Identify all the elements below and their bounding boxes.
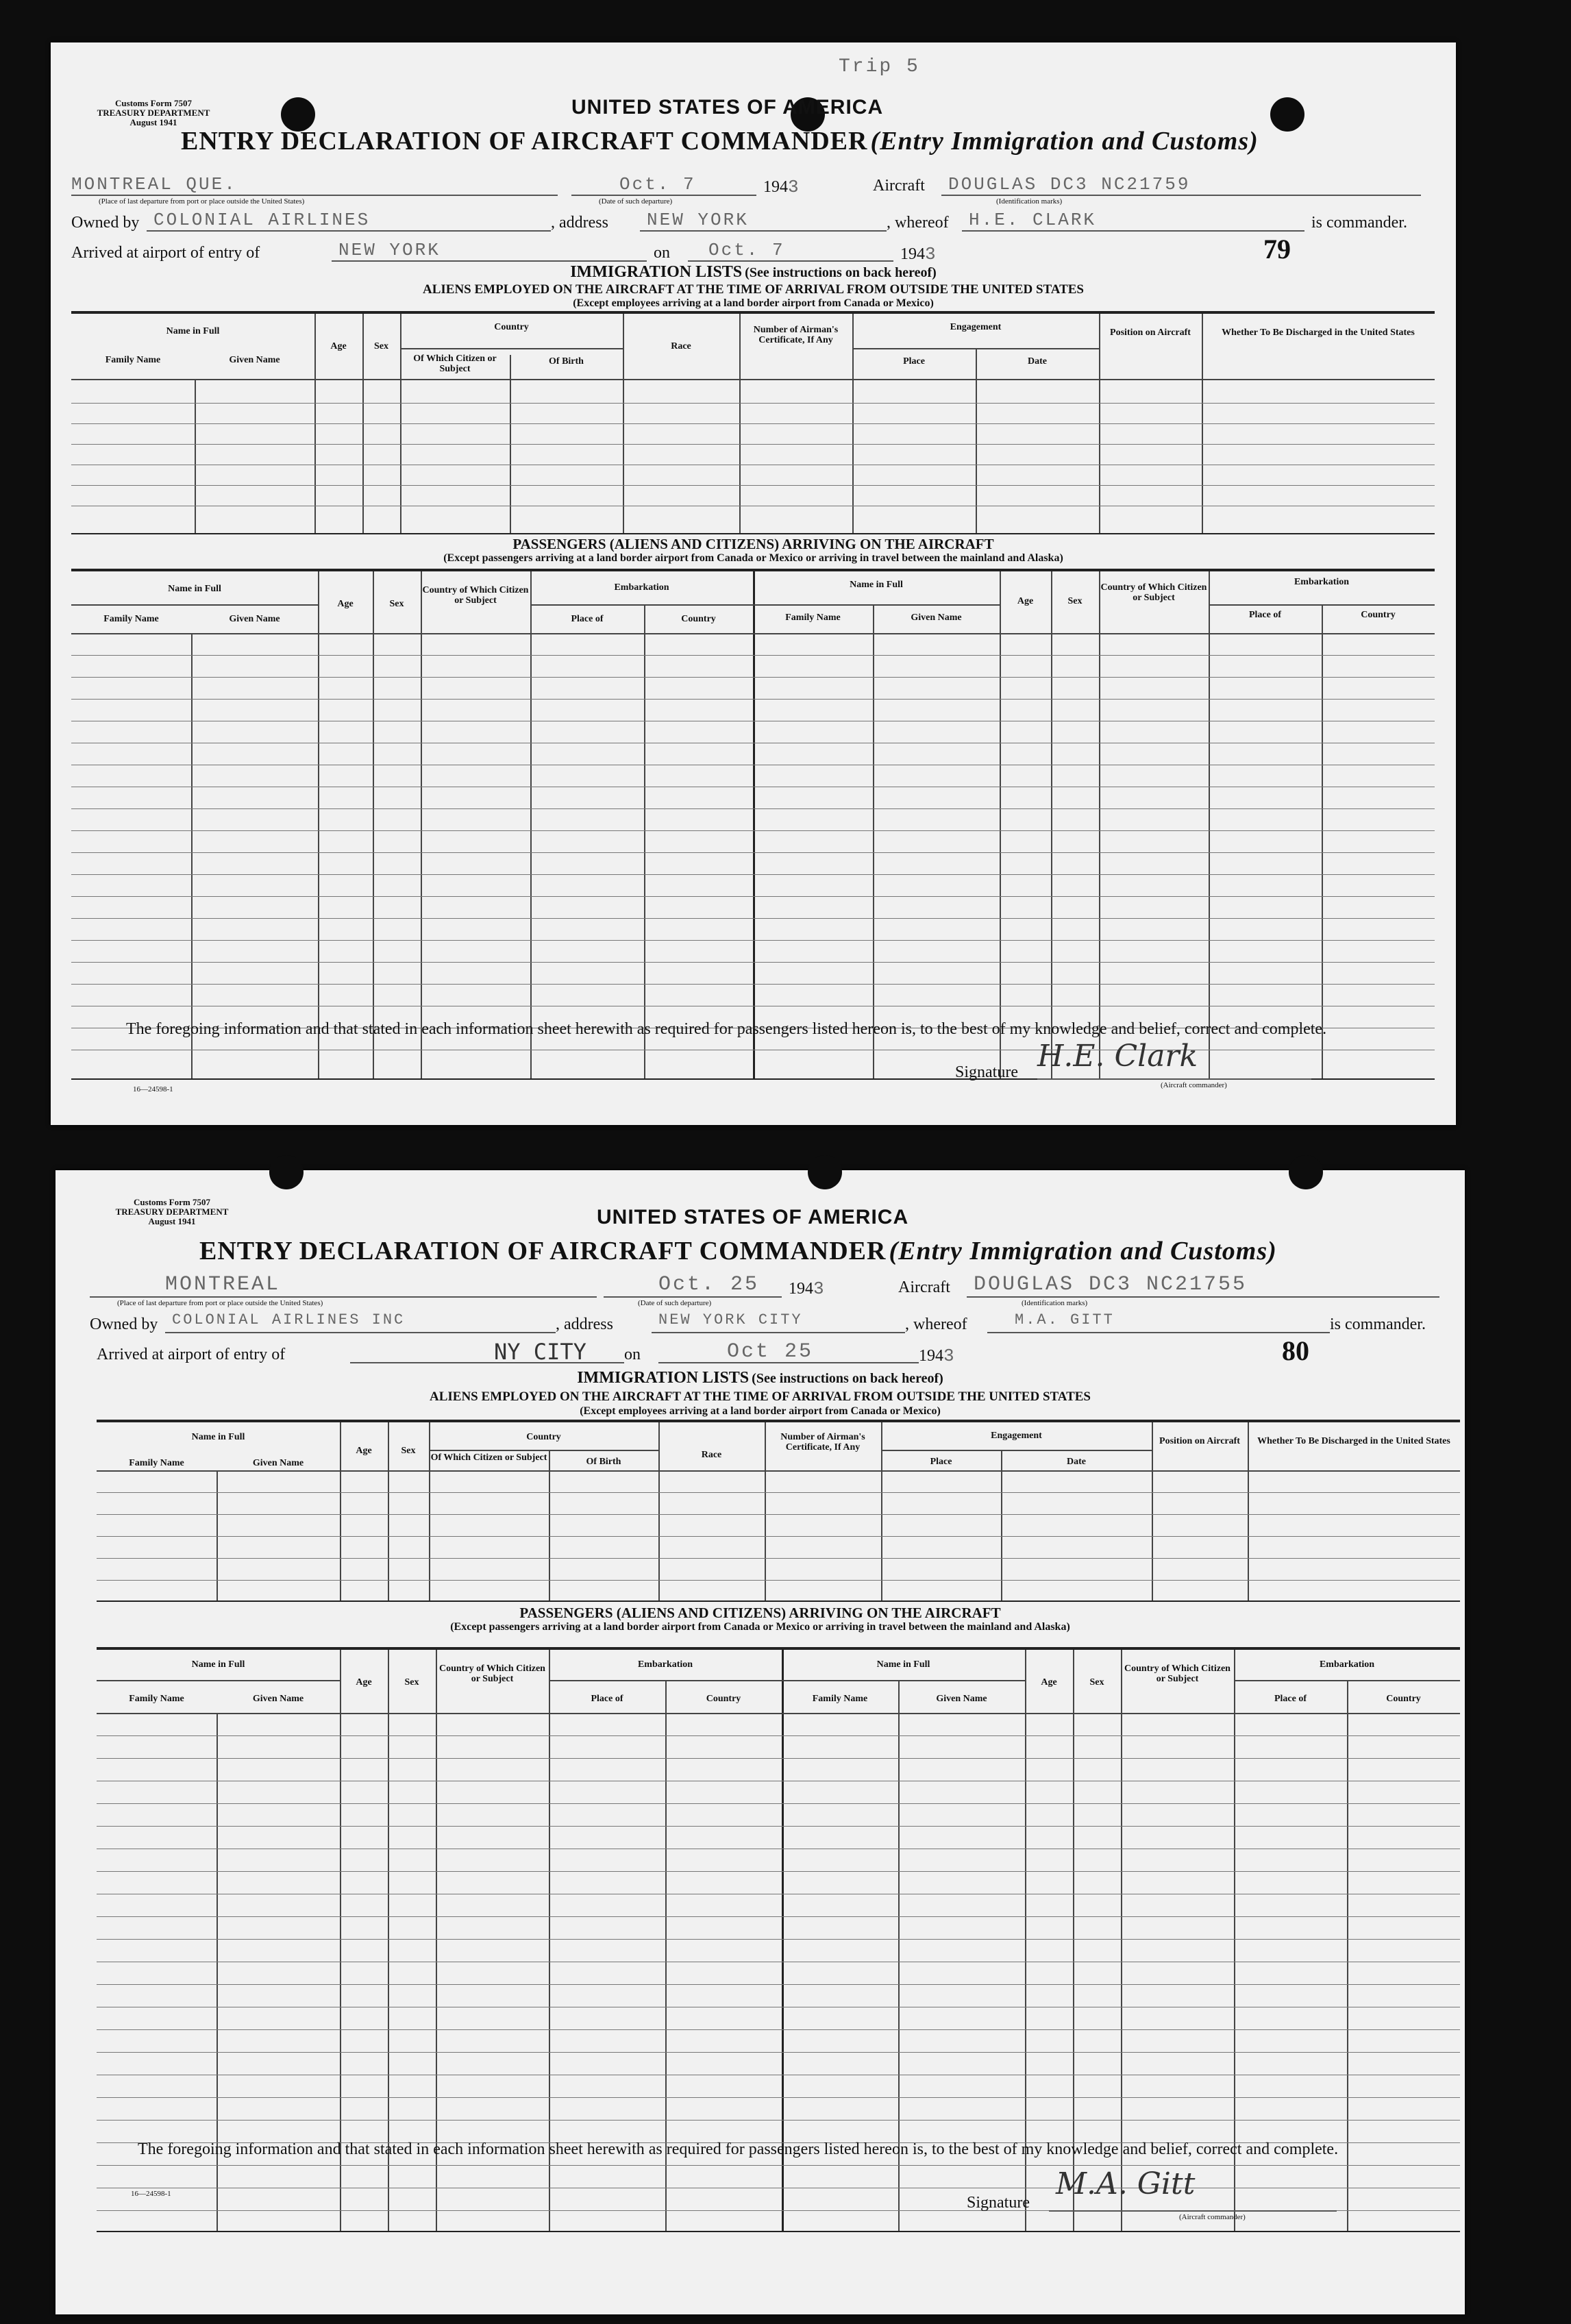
aliens-subtitle: (Except employees arriving at a land border airport from Canada or Mexico): [580, 1405, 941, 1417]
certification-text: The foregoing information and that stated in each information sheet herewith as required for passengers listed hereon is, to the best of my knowledge and belief, correct and complete.: [126, 1020, 1327, 1038]
col-airman-cert: Number of Airman's Certificate, If Any: [780, 1432, 865, 1452]
passengers-subtitle: (Except passengers arriving at a land border airport from Canada or Mexico or arriving in travel between the mainland and Alaska): [443, 552, 1063, 564]
punch-hole: [808, 1155, 842, 1189]
col-discharged: Whether To Be Discharged in the United States: [1257, 1436, 1450, 1446]
owner: COLONIAL AIRLINES: [153, 210, 371, 230]
departure-place: MONTREAL QUE.: [71, 174, 237, 195]
owner-address: NEW YORK: [647, 210, 749, 230]
passengers-title: PASSENGERS (ALIENS AND CITIZENS) ARRIVING ON THE AIRCRAFT: [519, 1605, 1001, 1621]
col-sex-2: Sex: [1089, 1677, 1104, 1688]
arrived-label: Arrived at airport of entry of: [97, 1346, 286, 1363]
department: TREASURY DEPARTMENT: [115, 1207, 229, 1217]
whereof-label: , whereof: [905, 1315, 967, 1333]
year-prefix: 194: [763, 178, 788, 196]
col-name-in-full: Name in Full: [191, 1432, 245, 1442]
col-country-citizen: Country of Which Citizen or Subject: [439, 1664, 545, 1684]
form-title: ENTRY DECLARATION OF AIRCRAFT COMMANDER (Entry Immigration and Customs): [199, 1237, 1277, 1265]
col-embarkation-2: Embarkation: [1319, 1659, 1375, 1670]
arrived-label: Arrived at airport of entry of: [71, 244, 260, 262]
owned-label: Owned by: [90, 1315, 158, 1333]
commander-name: M.A. GITT: [1015, 1311, 1115, 1328]
country-heading: UNITED STATES OF AMERICA: [571, 96, 884, 119]
col-embarkation: Embarkation: [614, 582, 669, 593]
punch-hole: [1289, 1155, 1323, 1189]
signature-caption: (Aircraft commander): [1161, 1081, 1227, 1089]
col-name-in-full-2: Name in Full: [876, 1659, 930, 1670]
col-age-2: Age: [1017, 596, 1034, 606]
col-name-in-full: Name in Full: [166, 326, 220, 336]
col-given-name-2: Given Name: [936, 1694, 987, 1704]
department: TREASURY DEPARTMENT: [97, 108, 210, 118]
col-given-name: Given Name: [252, 1458, 304, 1468]
col-engagement: Engagement: [950, 322, 1002, 332]
col-place-of: Place of: [591, 1694, 623, 1704]
col-discharged: Whether To Be Discharged in the United States: [1222, 327, 1415, 338]
col-embark-country-2: Country: [1361, 610, 1396, 620]
year-suffix: 3: [943, 1346, 956, 1366]
owner-address: NEW YORK CITY: [658, 1311, 803, 1328]
caption-place: (Place of last departure from port or place outside the United States): [117, 1299, 323, 1307]
departure-place: MONTREAL: [165, 1273, 281, 1296]
col-embarkation: Embarkation: [637, 1659, 693, 1670]
corner-note: Trip 5: [839, 56, 920, 77]
page-number: 80: [1282, 1335, 1309, 1366]
col-family-name: Family Name: [129, 1458, 184, 1468]
col-place: Place: [903, 356, 925, 367]
col-position: Position on Aircraft: [1110, 327, 1191, 338]
col-sex-2: Sex: [1067, 596, 1083, 606]
col-embark-country: Country: [706, 1694, 741, 1704]
col-country: Country: [526, 1432, 561, 1442]
immigration-note: (See instructions on back hereof): [752, 1371, 943, 1386]
is-commander-label: is commander.: [1330, 1315, 1426, 1333]
col-family-name: Family Name: [129, 1694, 184, 1704]
departure-date: Oct. 7: [619, 174, 696, 195]
aircraft-id: DOUGLAS DC3 NC21755: [974, 1273, 1248, 1296]
col-of-birth: Of Birth: [586, 1457, 621, 1467]
col-place: Place: [930, 1457, 952, 1467]
col-age-2: Age: [1041, 1677, 1057, 1688]
immigration-note: (See instructions on back hereof): [745, 265, 937, 280]
col-citizen-of: Of Which Citizen or Subject: [430, 1452, 547, 1463]
col-given-name-2: Given Name: [911, 613, 962, 623]
col-sex: Sex: [374, 341, 388, 351]
aliens-title: ALIENS EMPLOYED ON THE AIRCRAFT AT THE TIME OF ARRIVAL FROM OUTSIDE THE UNITED STATES: [429, 1389, 1091, 1404]
immigration-title: IMMIGRATION LISTS: [570, 263, 743, 281]
col-of-birth: Of Birth: [549, 356, 584, 367]
year-prefix: 194: [789, 1280, 813, 1298]
immigration-title: IMMIGRATION LISTS: [577, 1369, 750, 1387]
year-prefix: 194: [919, 1347, 943, 1365]
col-citizen-of: Of Which Citizen or Subject: [413, 354, 497, 374]
on-label: on: [624, 1346, 641, 1363]
col-engagement: Engagement: [991, 1431, 1042, 1441]
commander-signature: M.A. Gitt: [1056, 2166, 1196, 2201]
arrival-date: Oct. 7: [708, 240, 785, 260]
col-name-in-full: Name in Full: [191, 1659, 245, 1670]
aircraft-label: Aircraft: [873, 177, 925, 195]
col-sex: Sex: [389, 599, 404, 609]
col-place-of-2: Place of: [1248, 610, 1282, 620]
page-number: 79: [1263, 234, 1291, 264]
col-place-of: Place of: [571, 614, 604, 624]
col-age: Age: [330, 341, 347, 351]
aircraft-id: DOUGLAS DC3 NC21759: [948, 174, 1191, 195]
punch-hole: [1270, 97, 1304, 132]
aliens-title: ALIENS EMPLOYED ON THE AIRCRAFT AT THE TIME OF ARRIVAL FROM OUTSIDE THE UNITED STATES: [422, 282, 1084, 297]
print-code: 16—24598-1: [133, 1085, 173, 1093]
col-family-name-2: Family Name: [812, 1694, 868, 1704]
col-race: Race: [671, 341, 691, 351]
col-age: Age: [356, 1446, 372, 1456]
printed-date: August 1941: [148, 1216, 196, 1226]
signature-label: Signature: [955, 1063, 1018, 1081]
col-place-of-2: Place of: [1274, 1694, 1307, 1704]
country-heading: UNITED STATES OF AMERICA: [597, 1206, 909, 1228]
col-sex: Sex: [404, 1677, 419, 1688]
commander-name: H.E. CLARK: [969, 210, 1097, 230]
is-commander-label: is commander.: [1311, 214, 1407, 232]
col-age: Age: [356, 1677, 372, 1688]
address-label: , address: [556, 1315, 613, 1333]
col-country-citizen-2: Country of Which Citizen or Subject: [1100, 582, 1207, 603]
year-suffix: 3: [813, 1278, 826, 1299]
passengers-table: [71, 569, 1435, 1080]
certification-text: The foregoing information and that stated in each information sheet herewith as required for passengers listed hereon is, to the best of my knowledge and belief, correct and complete.: [138, 2140, 1339, 2158]
signature-caption: (Aircraft commander): [1179, 2213, 1246, 2221]
address-label: , address: [551, 214, 608, 232]
on-label: on: [654, 244, 670, 262]
col-family-name-2: Family Name: [785, 613, 841, 623]
departure-date: Oct. 25: [658, 1273, 760, 1296]
aliens-table: [97, 1420, 1460, 1602]
form-number: Customs Form 7507: [115, 98, 192, 108]
owner: COLONIAL AIRLINES INC: [172, 1311, 406, 1328]
caption-date: (Date of such departure): [599, 197, 673, 206]
col-embarkation-2: Embarkation: [1294, 577, 1350, 587]
col-embark-country: Country: [681, 614, 716, 624]
arrival-airport: NY CITY: [494, 1339, 586, 1365]
form-number: Customs Form 7507: [134, 1197, 210, 1207]
col-sex: Sex: [401, 1446, 416, 1456]
col-given-name: Given Name: [229, 614, 280, 624]
caption-ident: (Identification marks): [996, 197, 1063, 206]
signature-label: Signature: [967, 2194, 1030, 2212]
owned-label: Owned by: [71, 214, 140, 232]
year-suffix: 3: [788, 177, 801, 197]
col-race: Race: [701, 1450, 722, 1460]
caption-place: (Place of last departure from port or place outside the United States): [99, 197, 305, 206]
col-family-name: Family Name: [103, 614, 159, 624]
declaration-form-2: [55, 1170, 1465, 2314]
form-title: ENTRY DECLARATION OF AIRCRAFT COMMANDER (Entry Immigration and Customs): [181, 127, 1259, 156]
col-country: Country: [494, 322, 529, 332]
aircraft-label: Aircraft: [898, 1278, 950, 1296]
col-family-name: Family Name: [105, 355, 161, 365]
print-code: 16—24598-1: [131, 2190, 171, 2198]
col-country-citizen-2: Country of Which Citizen or Subject: [1124, 1664, 1230, 1684]
arrival-airport: NEW YORK: [338, 240, 441, 260]
aliens-subtitle: (Except employees arriving at a land border airport from Canada or Mexico): [573, 297, 934, 309]
col-date: Date: [1028, 356, 1047, 367]
passengers-subtitle: (Except passengers arriving at a land border airport from Canada or Mexico or arriving in travel between the mainland and Alaska): [450, 1621, 1070, 1633]
col-age: Age: [337, 599, 354, 609]
year-suffix: 3: [925, 244, 938, 264]
col-given-name: Given Name: [252, 1694, 304, 1704]
punch-hole: [269, 1155, 304, 1189]
aliens-table: [71, 311, 1435, 534]
col-date: Date: [1067, 1457, 1086, 1467]
year-prefix: 194: [900, 245, 925, 263]
whereof-label: , whereof: [887, 214, 949, 232]
caption-ident: (Identification marks): [1022, 1299, 1088, 1307]
arrival-date: Oct 25: [727, 1340, 814, 1363]
col-country-citizen: Country of Which Citizen or Subject: [422, 585, 529, 606]
declaration-form-1: [51, 42, 1456, 1125]
col-given-name: Given Name: [229, 355, 280, 365]
col-name-in-full: Name in Full: [168, 584, 221, 594]
caption-date: (Date of such departure): [638, 1299, 712, 1307]
col-embark-country-2: Country: [1386, 1694, 1421, 1704]
col-airman-cert: Number of Airman's Certificate, If Any: [753, 325, 839, 345]
passengers-title: PASSENGERS (ALIENS AND CITIZENS) ARRIVING ON THE AIRCRAFT: [512, 536, 994, 552]
col-name-in-full-2: Name in Full: [850, 580, 903, 590]
col-position: Position on Aircraft: [1159, 1436, 1240, 1446]
printed-date: August 1941: [129, 117, 177, 127]
commander-signature: H.E. Clark: [1037, 1039, 1198, 1074]
